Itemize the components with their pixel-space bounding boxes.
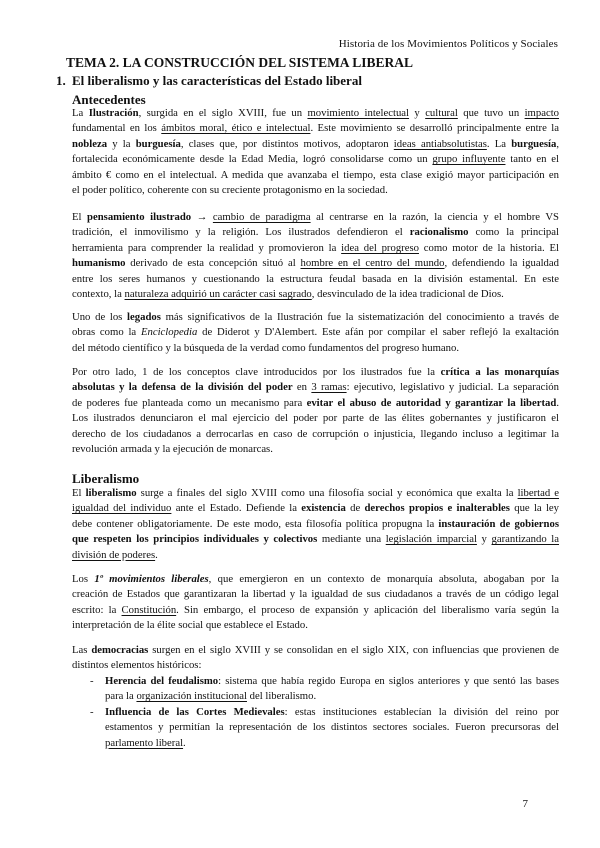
- page-title: TEMA 2. LA CONSTRUCCIÓN DEL SISTEMA LIBERAL: [66, 55, 413, 70]
- paragraph-movimientos-liberales: Los 1º movimientos liberales, que emergieron en un contexto de monarquía absoluta, abogaban por la creación de Estados que garantizaran la libertad y la igualdad de sus ciudadanos a través de un código legal escrito: la Constitución. Sin embargo, el proceso de expansión y aplicación del liberalismo varía según la interpretación de la élite social que establece el Estado.: [72, 573, 560, 632]
- subheading-liberalismo: Liberalismo: [72, 471, 140, 486]
- bullet-list: [72, 674, 559, 751]
- subheading-antecedentes: Antecedentes: [72, 92, 146, 107]
- paragraph-liberalismo: El liberalismo surge a finales del siglo XVIII como una filosofía social y económica que exalta la libertad e igualdad del individuo ante el Estado. Defiende la existencia de derechos propios e inalterables que la ley debe contener obligatoriamente. De este modo, esta filosofía política propugna la instauración de gobiernos que respeten los principios individuales y colectivos mediante una legislación imparcial y garantizando la división de poderes.: [72, 487, 560, 561]
- paragraph-division-poderes: Por otro lado, 1 de los conceptos clave introducidos por los ilustrados fue la crítica a las monarquías absolutas y la defensa de la división del poder en 3 ramas: ejecutivo, legislativo y judicial. La separación de poderes fue planteada como un mecanismo para evitar el abuso de autoridad y garantizar la libertad. Los ilustrados denunciaron el mal ejercicio del poder por parte de las élites gobernantes y justificaron el derecho de los ciudadanos a derrocarlas en caso de corrupción o injusticia, llegando incluso a legitimar la revolución armada y la ejecución de monarcas.: [72, 366, 559, 456]
- paragraph-pensamiento-ilustrado: El pensamiento ilustrado → cambio de paradigma al centrarse en la razón, la ciencia y el hombre VS tradición, el inmovilismo y la religión. Los ilustrados defendieron el racionalismo como la principal herramienta para comprender la realidad y promovieron la idea del progreso como motor de la historia. El humanismo derivado de esta concepción situó al hombre en el centro del mundo, defendiendo la igualdad entre los seres humanos y cuestionando la estructura feudal basada en la división estamental. En este contexto, la naturaleza adquirió un carácter casi sagrado, desvinculado de la idea tradicional de Dios.: [72, 211, 560, 301]
- list-item: - Influencia de las Cortes Medievales: estas instituciones establecían la división del reino por estamentos y permitían la representación de los distintos sectores sociales. Fueron precursoras del parlamento liberal.: [90, 705, 559, 749]
- list-item: - Herencia del feudalismo: sistema que había regido Europa en siglos anteriores y que sentó las bases para la organización institucional del liberalismo.: [90, 675, 560, 703]
- section-title-text: El liberalismo y las características del Estado liberal: [72, 73, 362, 88]
- paragraph-ilustracion: La Ilustración, surgida en el siglo XVIII, fue un movimiento intelectual y cultural que tuvo un impacto fundamental en los ámbitos moral, ético e intelectual. Este movimiento se desarrolló principalmente entre la nobleza y la burguesía, clases que, por distintos motivos, adoptaron ideas antiabsolutistas. La burguesía, fortalecida económicamente desde la Edad Media, logró consolidarse como un grupo influyente tanto en el ámbito € como en el intelectual. A medida que avanzaba el tiempo, esta clase exigió mayor participación en el poder político, coherente con su creciente protagonismo en la sociedad.: [72, 107, 560, 197]
- section-heading: [56, 73, 362, 89]
- running-header: Historia de los Movimientos Políticos y Sociales: [338, 38, 558, 50]
- paragraph-legados: Uno de los legados más significativos de la Ilustración fue la sistematización del conocimiento a través de obras como la Enciclopedia de Diderot y D'Alembert. Este afán por compilar el saber reflejó la exaltación del método científico y la búsqueda de la verdad como fundamentos del progreso humano.: [72, 311, 560, 354]
- section-number: 1.: [56, 73, 66, 88]
- paragraph-democracias: Las democracias surgen en el siglo XVIII y se consolidan en el siglo XIX, con influencias que provienen de distintos elementos históricos:: [72, 644, 560, 672]
- page-number: 7: [522, 798, 528, 810]
